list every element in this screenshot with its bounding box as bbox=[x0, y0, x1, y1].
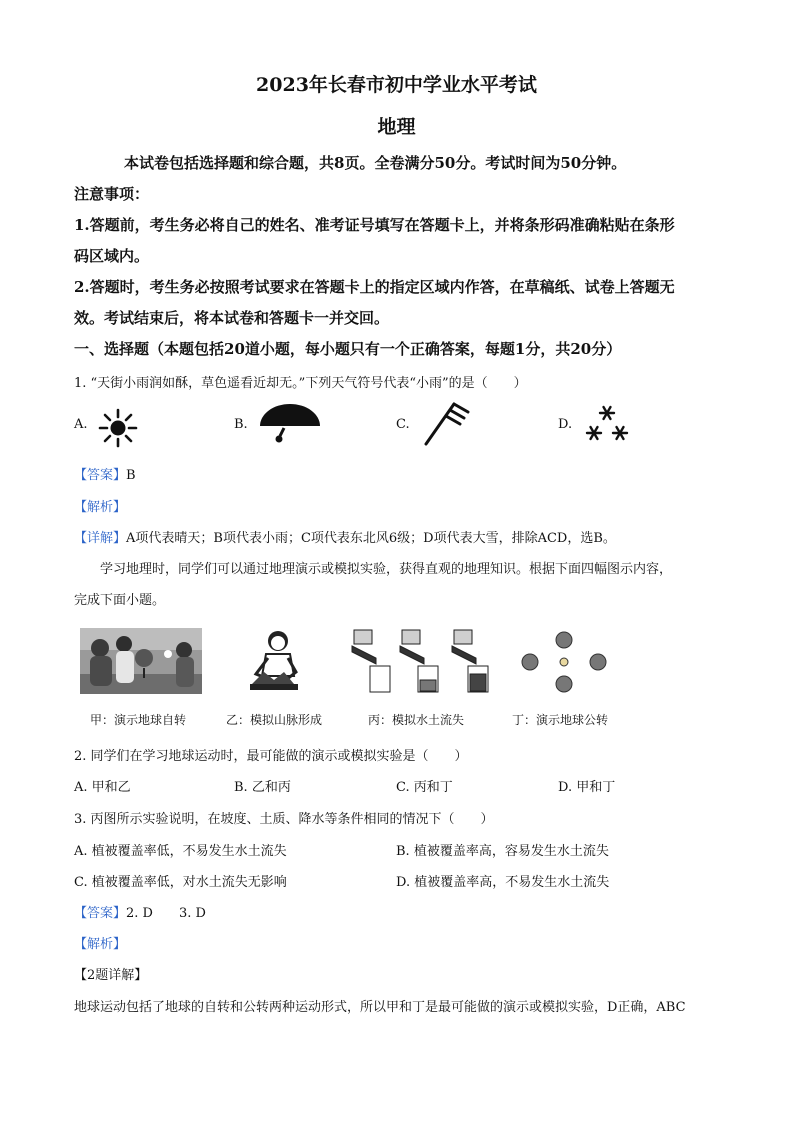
sunny-symbol-icon bbox=[98, 408, 138, 448]
q1-option-b-label: B. bbox=[234, 417, 248, 432]
q2-detail-tag: 【2题详解】 bbox=[74, 968, 148, 983]
q1-option-c-label: C. bbox=[396, 417, 410, 432]
q3-option-b: B. 植被覆盖率高，容易发生水土流失 bbox=[396, 844, 609, 859]
subject-title: 地理 bbox=[377, 116, 416, 138]
q2-option-a: A. 甲和乙 bbox=[74, 780, 131, 795]
notice-heading: 注意事项： bbox=[74, 185, 150, 203]
q3-option-d: D. 植被覆盖率高，不易发生水土流失 bbox=[396, 875, 610, 890]
figure-caption-ding: 丁：演示地球公转 bbox=[512, 713, 609, 727]
q1-detail bbox=[74, 527, 616, 546]
group-intro: 学习地理时，同学们可以通过地理演示或模拟实验，获得直观的地理知识。根据下面四幅图示内容， bbox=[100, 562, 673, 577]
answer-tag: 【答案】 bbox=[74, 468, 127, 483]
question-2-stem: 2. 同学们在学习地球运动时，最可能做的演示或模拟实验是（ ） bbox=[74, 749, 468, 764]
q2-option-b: B. 乙和丙 bbox=[234, 780, 291, 795]
q2-option-c: C. 丙和丁 bbox=[396, 780, 453, 795]
q23-answer bbox=[74, 902, 206, 921]
detail-text: A项代表晴天；B项代表小雨；C项代表东北风6级；D项代表大雪，排除ACD，选B。 bbox=[126, 531, 616, 546]
exam-intro: 本试卷包括选择题和综合题，共8页。全卷满分50分。考试时间为50分钟。 bbox=[124, 154, 627, 172]
wind-symbol-icon bbox=[420, 400, 472, 448]
heavy-snow-symbol-icon bbox=[584, 404, 630, 444]
question-1-stem: 1. “天街小雨润如酥，草色遥看近却无。”下列天气符号代表“小雨”的是（ ） bbox=[74, 376, 527, 391]
q1-option-d-label: D. bbox=[558, 417, 573, 432]
q2-option-d: D. 甲和丁 bbox=[558, 780, 616, 795]
soil-erosion-demo-image bbox=[350, 628, 490, 696]
notice-item-2: 2.答题时，考生务必按照考试要求在答题卡上的指定区域内作答，在草稿纸、试卷上答题无 bbox=[74, 278, 675, 296]
exam-title: 2023年长春市初中学业水平考试 bbox=[256, 74, 537, 96]
q1-answer bbox=[74, 464, 136, 483]
figure-caption-yi: 乙：模拟山脉形成 bbox=[226, 713, 323, 727]
section-heading: 一、选择题（本题包括20道小题，每小题只有一个正确答案，每题1分，共20分） bbox=[74, 340, 622, 358]
notice-item-1: 1.答题前，考生务必将自己的姓名、准考证号填写在答题卡上，并将条形码准确粘贴在条形 bbox=[74, 216, 675, 234]
question-3-stem: 3. 丙图所示实验说明，在坡度、土质、降水等条件相同的情况下（ ） bbox=[74, 812, 494, 827]
detail-tag: 【详解】 bbox=[74, 531, 127, 546]
group-intro-cont: 完成下面小题。 bbox=[74, 593, 166, 608]
notice-item-2-cont: 效。考试结束后，将本试卷和答题卡一并交回。 bbox=[74, 309, 390, 327]
q3-option-c: C. 植被覆盖率低，对水土流失无影响 bbox=[74, 875, 287, 890]
q1-option-a-label: A. bbox=[74, 417, 88, 432]
notice-item-1-cont: 码区域内。 bbox=[74, 247, 150, 265]
figure-caption-jia: 甲：演示地球自转 bbox=[90, 713, 187, 727]
q3-option-a: A. 植被覆盖率低，不易发生水土流失 bbox=[74, 844, 287, 859]
answer-tag: 【答案】 bbox=[74, 906, 127, 921]
figure-caption-bing: 丙：模拟水土流失 bbox=[368, 713, 465, 727]
q1-analysis-tag: 【解析】 bbox=[74, 500, 127, 515]
answer-value: 2. D 3. D bbox=[126, 906, 206, 921]
q2-detail-text: 地球运动包括了地球的自转和公转两种运动形式，所以甲和丁是最可能做的演示或模拟实验，D正确，ABC bbox=[74, 1000, 686, 1015]
answer-value: B bbox=[126, 468, 136, 483]
earth-revolution-demo-image bbox=[518, 630, 610, 696]
light-rain-symbol-icon bbox=[258, 402, 322, 446]
mountain-formation-demo-image bbox=[244, 628, 304, 694]
earth-rotation-demo-image bbox=[80, 628, 202, 694]
q23-analysis-tag: 【解析】 bbox=[74, 937, 127, 952]
